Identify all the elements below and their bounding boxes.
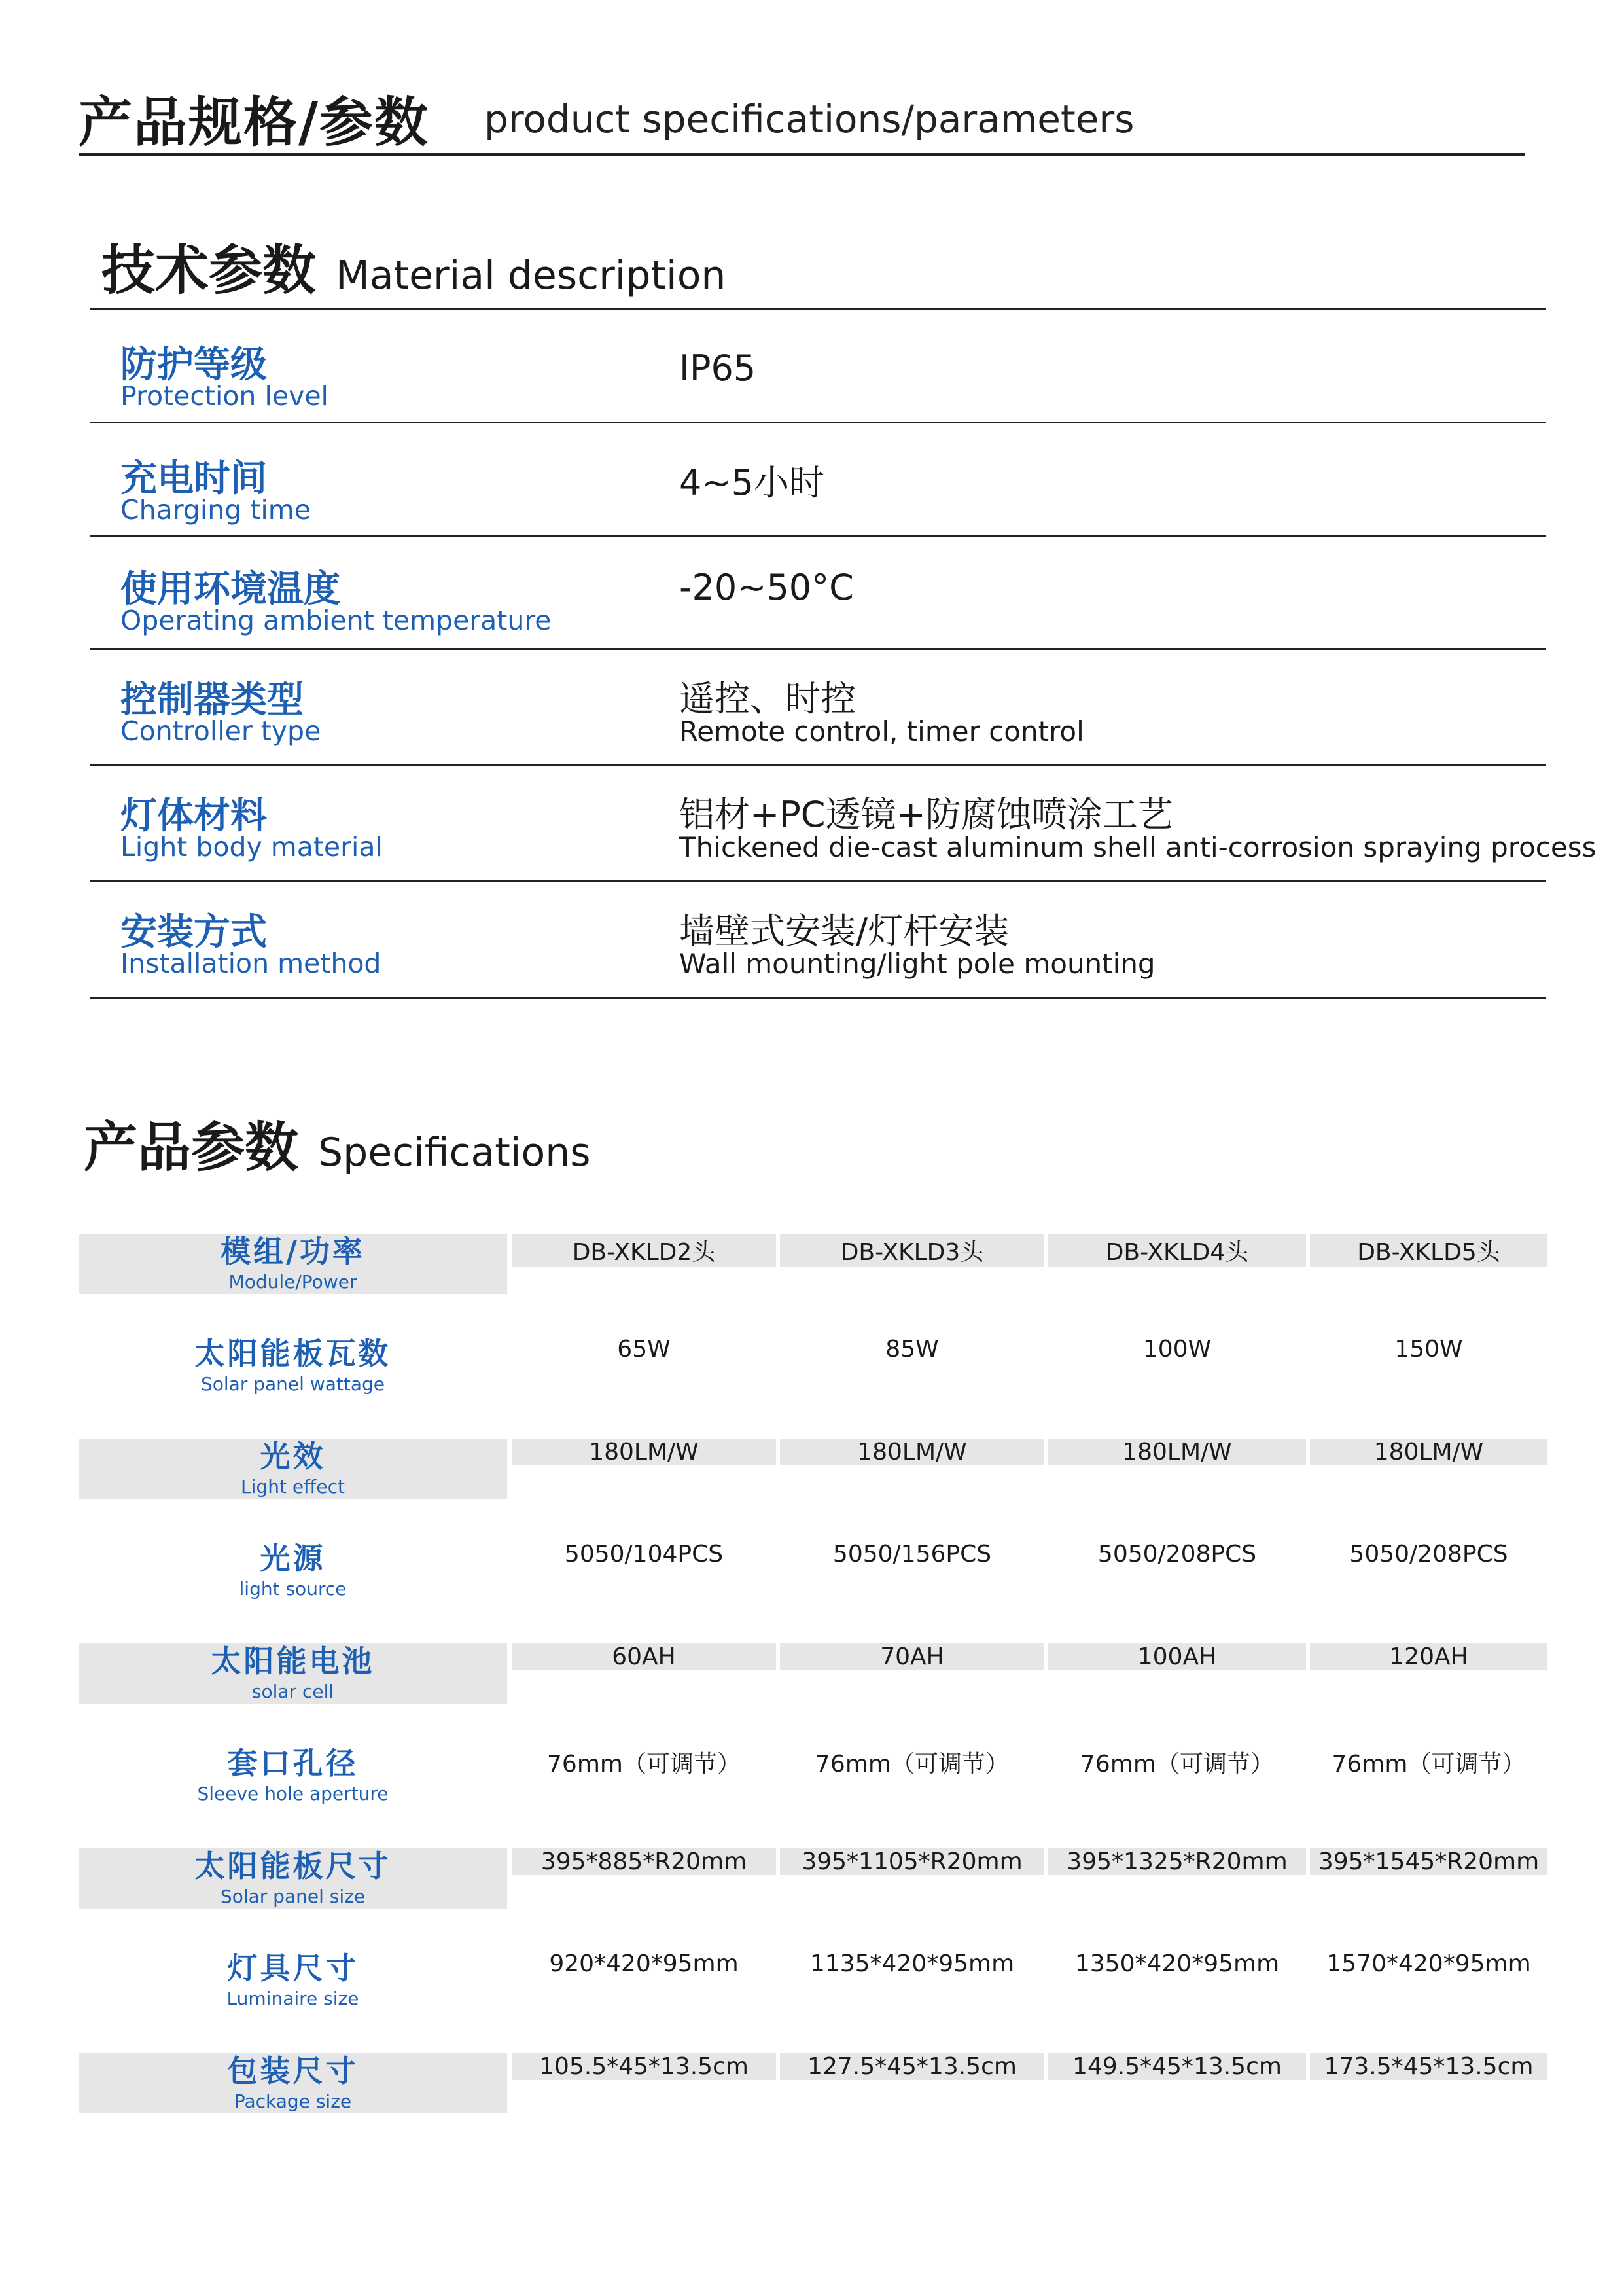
- specifications-table: [79, 1234, 1547, 2155]
- material-label-en: Protection level: [120, 380, 328, 412]
- material-value: -20~50°C: [679, 567, 854, 608]
- material-row-protection: [90, 310, 1546, 423]
- spec-value: 395*885*R20mm: [540, 1848, 747, 1875]
- spec-value: 395*1325*R20mm: [1067, 1848, 1288, 1875]
- spec-cell: [1048, 1541, 1306, 1568]
- material-value-en: Thickened die-cast aluminum shell anti-corrosion spraying process: [679, 831, 1597, 863]
- material-label-en: Charging time: [120, 494, 311, 526]
- material-value: 墙壁式安装/灯杆安装: [679, 910, 1010, 952]
- spec-value: 76mm（可调节）: [547, 1751, 741, 1778]
- spec-label-zh: 光源: [260, 1541, 326, 1576]
- spec-label-en: Package size: [234, 2090, 352, 2112]
- spec-row-solar-panel-size: [79, 1848, 1547, 1950]
- specifications-heading-zh: 产品参数: [84, 1117, 299, 1179]
- spec-row-header: [79, 1234, 507, 1294]
- spec-cell: [1048, 1848, 1306, 1875]
- spec-value: 5050/104PCS: [564, 1541, 724, 1568]
- spec-cell: [512, 1643, 776, 1670]
- specifications-heading: [84, 1105, 591, 1181]
- spec-cell: [512, 1439, 776, 1465]
- material-value: 铝材+PC透镜+防腐蚀喷涂工艺: [679, 794, 1173, 835]
- spec-value: 70AH: [880, 1643, 944, 1670]
- spec-cell: [1310, 1234, 1547, 1267]
- spec-label-zh: 包装尺寸: [227, 2053, 359, 2089]
- spec-value: 85W: [885, 1336, 939, 1363]
- spec-value: DB-XKLD4头: [1105, 1239, 1249, 1266]
- spec-value: 1135*420*95mm: [809, 1950, 1015, 1977]
- material-value-en: Wall mounting/light pole mounting: [679, 948, 1156, 980]
- spec-cell: [1048, 1234, 1306, 1267]
- specifications-heading-en: Specifications: [318, 1130, 591, 1175]
- spec-row-header: [79, 1439, 507, 1499]
- spec-value: 76mm（可调节）: [1080, 1751, 1274, 1778]
- page-title-zh: 产品规格/参数: [79, 92, 429, 154]
- material-value: 遥控、时控: [679, 678, 856, 719]
- spec-value: 76mm（可调节）: [1332, 1751, 1526, 1778]
- spec-cell: [512, 1848, 776, 1875]
- spec-row-solar-panel-wattage: [79, 1336, 1547, 1439]
- material-value: 4~5小时: [679, 462, 824, 503]
- spec-row-header: [79, 1848, 507, 1909]
- spec-value: 180LM/W: [589, 1439, 699, 1465]
- spec-row-header: [79, 1746, 507, 1806]
- spec-cell: [512, 1746, 776, 1779]
- page-header: [79, 79, 1525, 156]
- material-row-controller: [90, 650, 1546, 766]
- material-label-zh: 控制器类型: [120, 679, 304, 721]
- spec-value: 120AH: [1389, 1643, 1468, 1670]
- material-label-zh: 防护等级: [120, 344, 267, 386]
- spec-row-module-power: [79, 1234, 1547, 1336]
- spec-row-sleeve-hole-aperture: [79, 1746, 1547, 1848]
- material-heading: [101, 228, 726, 304]
- spec-row-header: [79, 1643, 507, 1704]
- material-heading-zh: 技术参数: [101, 240, 317, 302]
- spec-value: 180LM/W: [1122, 1439, 1232, 1465]
- material-row-installation: [90, 882, 1546, 999]
- material-label-zh: 使用环境温度: [120, 568, 340, 611]
- spec-cell: [1310, 1439, 1547, 1465]
- spec-cell: [780, 1746, 1044, 1779]
- spec-label-en: solar cell: [251, 1681, 334, 1702]
- spec-cell: [1310, 1950, 1547, 1977]
- spec-cell: [780, 1439, 1044, 1465]
- spec-row-solar-cell: [79, 1643, 1547, 1746]
- spec-cell: [780, 1950, 1044, 1977]
- spec-value: 180LM/W: [1373, 1439, 1484, 1465]
- spec-value: 105.5*45*13.5cm: [539, 2053, 749, 2080]
- material-label-zh: 安装方式: [120, 911, 267, 954]
- spec-cell: [1310, 2053, 1547, 2080]
- spec-label-zh: 太阳能板瓦数: [194, 1336, 391, 1371]
- material-label-zh: 灯体材料: [120, 795, 267, 837]
- spec-label-en: Module/Power: [228, 1271, 357, 1293]
- page-title-en: product specifications/parameters: [484, 97, 1135, 141]
- spec-value: 395*1545*R20mm: [1318, 1848, 1540, 1875]
- spec-label-en: light source: [239, 1578, 347, 1600]
- spec-cell: [512, 1336, 776, 1363]
- spec-label-zh: 太阳能板尺寸: [194, 1848, 391, 1884]
- spec-value: 5050/208PCS: [1097, 1541, 1257, 1568]
- spec-cell: [780, 2053, 1044, 2080]
- spec-cell: [780, 1643, 1044, 1670]
- spec-value: 5050/208PCS: [1349, 1541, 1508, 1568]
- spec-row-header: [79, 1950, 507, 2011]
- spec-value: 100AH: [1137, 1643, 1217, 1670]
- material-row-temperature: [90, 537, 1546, 650]
- spec-value: DB-XKLD5头: [1357, 1239, 1500, 1266]
- spec-label-zh: 模组/功率: [221, 1234, 365, 1269]
- spec-cell: [512, 1950, 776, 1977]
- spec-cell: [1048, 1746, 1306, 1779]
- spec-value: 149.5*45*13.5cm: [1072, 2053, 1282, 2080]
- spec-row-header: [79, 2053, 507, 2113]
- spec-value: DB-XKLD3头: [840, 1239, 984, 1266]
- spec-value: 180LM/W: [857, 1439, 967, 1465]
- spec-label-en: Sleeve hole aperture: [197, 1783, 389, 1804]
- spec-value: 150W: [1394, 1336, 1463, 1363]
- spec-value: 1350*420*95mm: [1074, 1950, 1280, 1977]
- spec-label-zh: 灯具尺寸: [227, 1950, 359, 1986]
- spec-row-light-source: [79, 1541, 1547, 1643]
- spec-label-en: Luminaire size: [226, 1988, 359, 2009]
- material-heading-en: Material description: [336, 253, 726, 298]
- material-label-en: Operating ambient temperature: [120, 605, 552, 636]
- material-label-en: Controller type: [120, 715, 321, 747]
- spec-value: 1570*420*95mm: [1326, 1950, 1531, 1977]
- material-row-charging: [90, 423, 1546, 537]
- spec-value: 395*1105*R20mm: [802, 1848, 1023, 1875]
- spec-cell: [1048, 1439, 1306, 1465]
- spec-row-header: [79, 1541, 507, 1601]
- spec-label-en: Light effect: [241, 1476, 345, 1498]
- spec-value: 920*420*95mm: [549, 1950, 739, 1977]
- material-label-zh: 充电时间: [120, 457, 267, 500]
- spec-value: DB-XKLD2头: [572, 1239, 716, 1266]
- spec-cell: [1310, 1336, 1547, 1363]
- material-value-en: Remote control, timer control: [679, 715, 1084, 747]
- spec-cell: [780, 1848, 1044, 1875]
- spec-cell: [1310, 1746, 1547, 1779]
- spec-label-zh: 套口孔径: [227, 1746, 359, 1781]
- spec-cell: [780, 1234, 1044, 1267]
- spec-label-zh: 光效: [260, 1439, 326, 1474]
- spec-cell: [780, 1336, 1044, 1363]
- material-value: IP65: [679, 348, 756, 389]
- spec-row-luminaire-size: [79, 1950, 1547, 2053]
- spec-row-header: [79, 1336, 507, 1396]
- spec-value: 5050/156PCS: [832, 1541, 992, 1568]
- material-label-en: Light body material: [120, 831, 383, 863]
- spec-value: 76mm（可调节）: [815, 1751, 1009, 1778]
- spec-value: 60AH: [612, 1643, 676, 1670]
- spec-cell: [1310, 1643, 1547, 1670]
- spec-row-light-effect: [79, 1439, 1547, 1541]
- spec-value: 65W: [617, 1336, 671, 1363]
- spec-value: 127.5*45*13.5cm: [807, 2053, 1017, 2080]
- spec-value: 100W: [1142, 1336, 1212, 1363]
- spec-cell: [512, 1234, 776, 1267]
- spec-label-en: Solar panel wattage: [200, 1373, 385, 1395]
- spec-cell: [1048, 1336, 1306, 1363]
- spec-cell: [780, 1541, 1044, 1568]
- spec-cell: [1048, 1643, 1306, 1670]
- spec-cell: [512, 2053, 776, 2080]
- spec-cell: [1310, 1541, 1547, 1568]
- spec-label-zh: 太阳能电池: [211, 1643, 375, 1679]
- material-label-en: Installation method: [120, 948, 381, 979]
- spec-cell: [1048, 2053, 1306, 2080]
- spec-cell: [512, 1541, 776, 1568]
- spec-row-package-size: [79, 2053, 1547, 2155]
- spec-value: 173.5*45*13.5cm: [1324, 2053, 1534, 2080]
- material-row-body-material: [90, 766, 1597, 882]
- spec-label-en: Solar panel size: [220, 1886, 366, 1907]
- spec-cell: [1048, 1950, 1306, 1977]
- spec-cell: [1310, 1848, 1547, 1875]
